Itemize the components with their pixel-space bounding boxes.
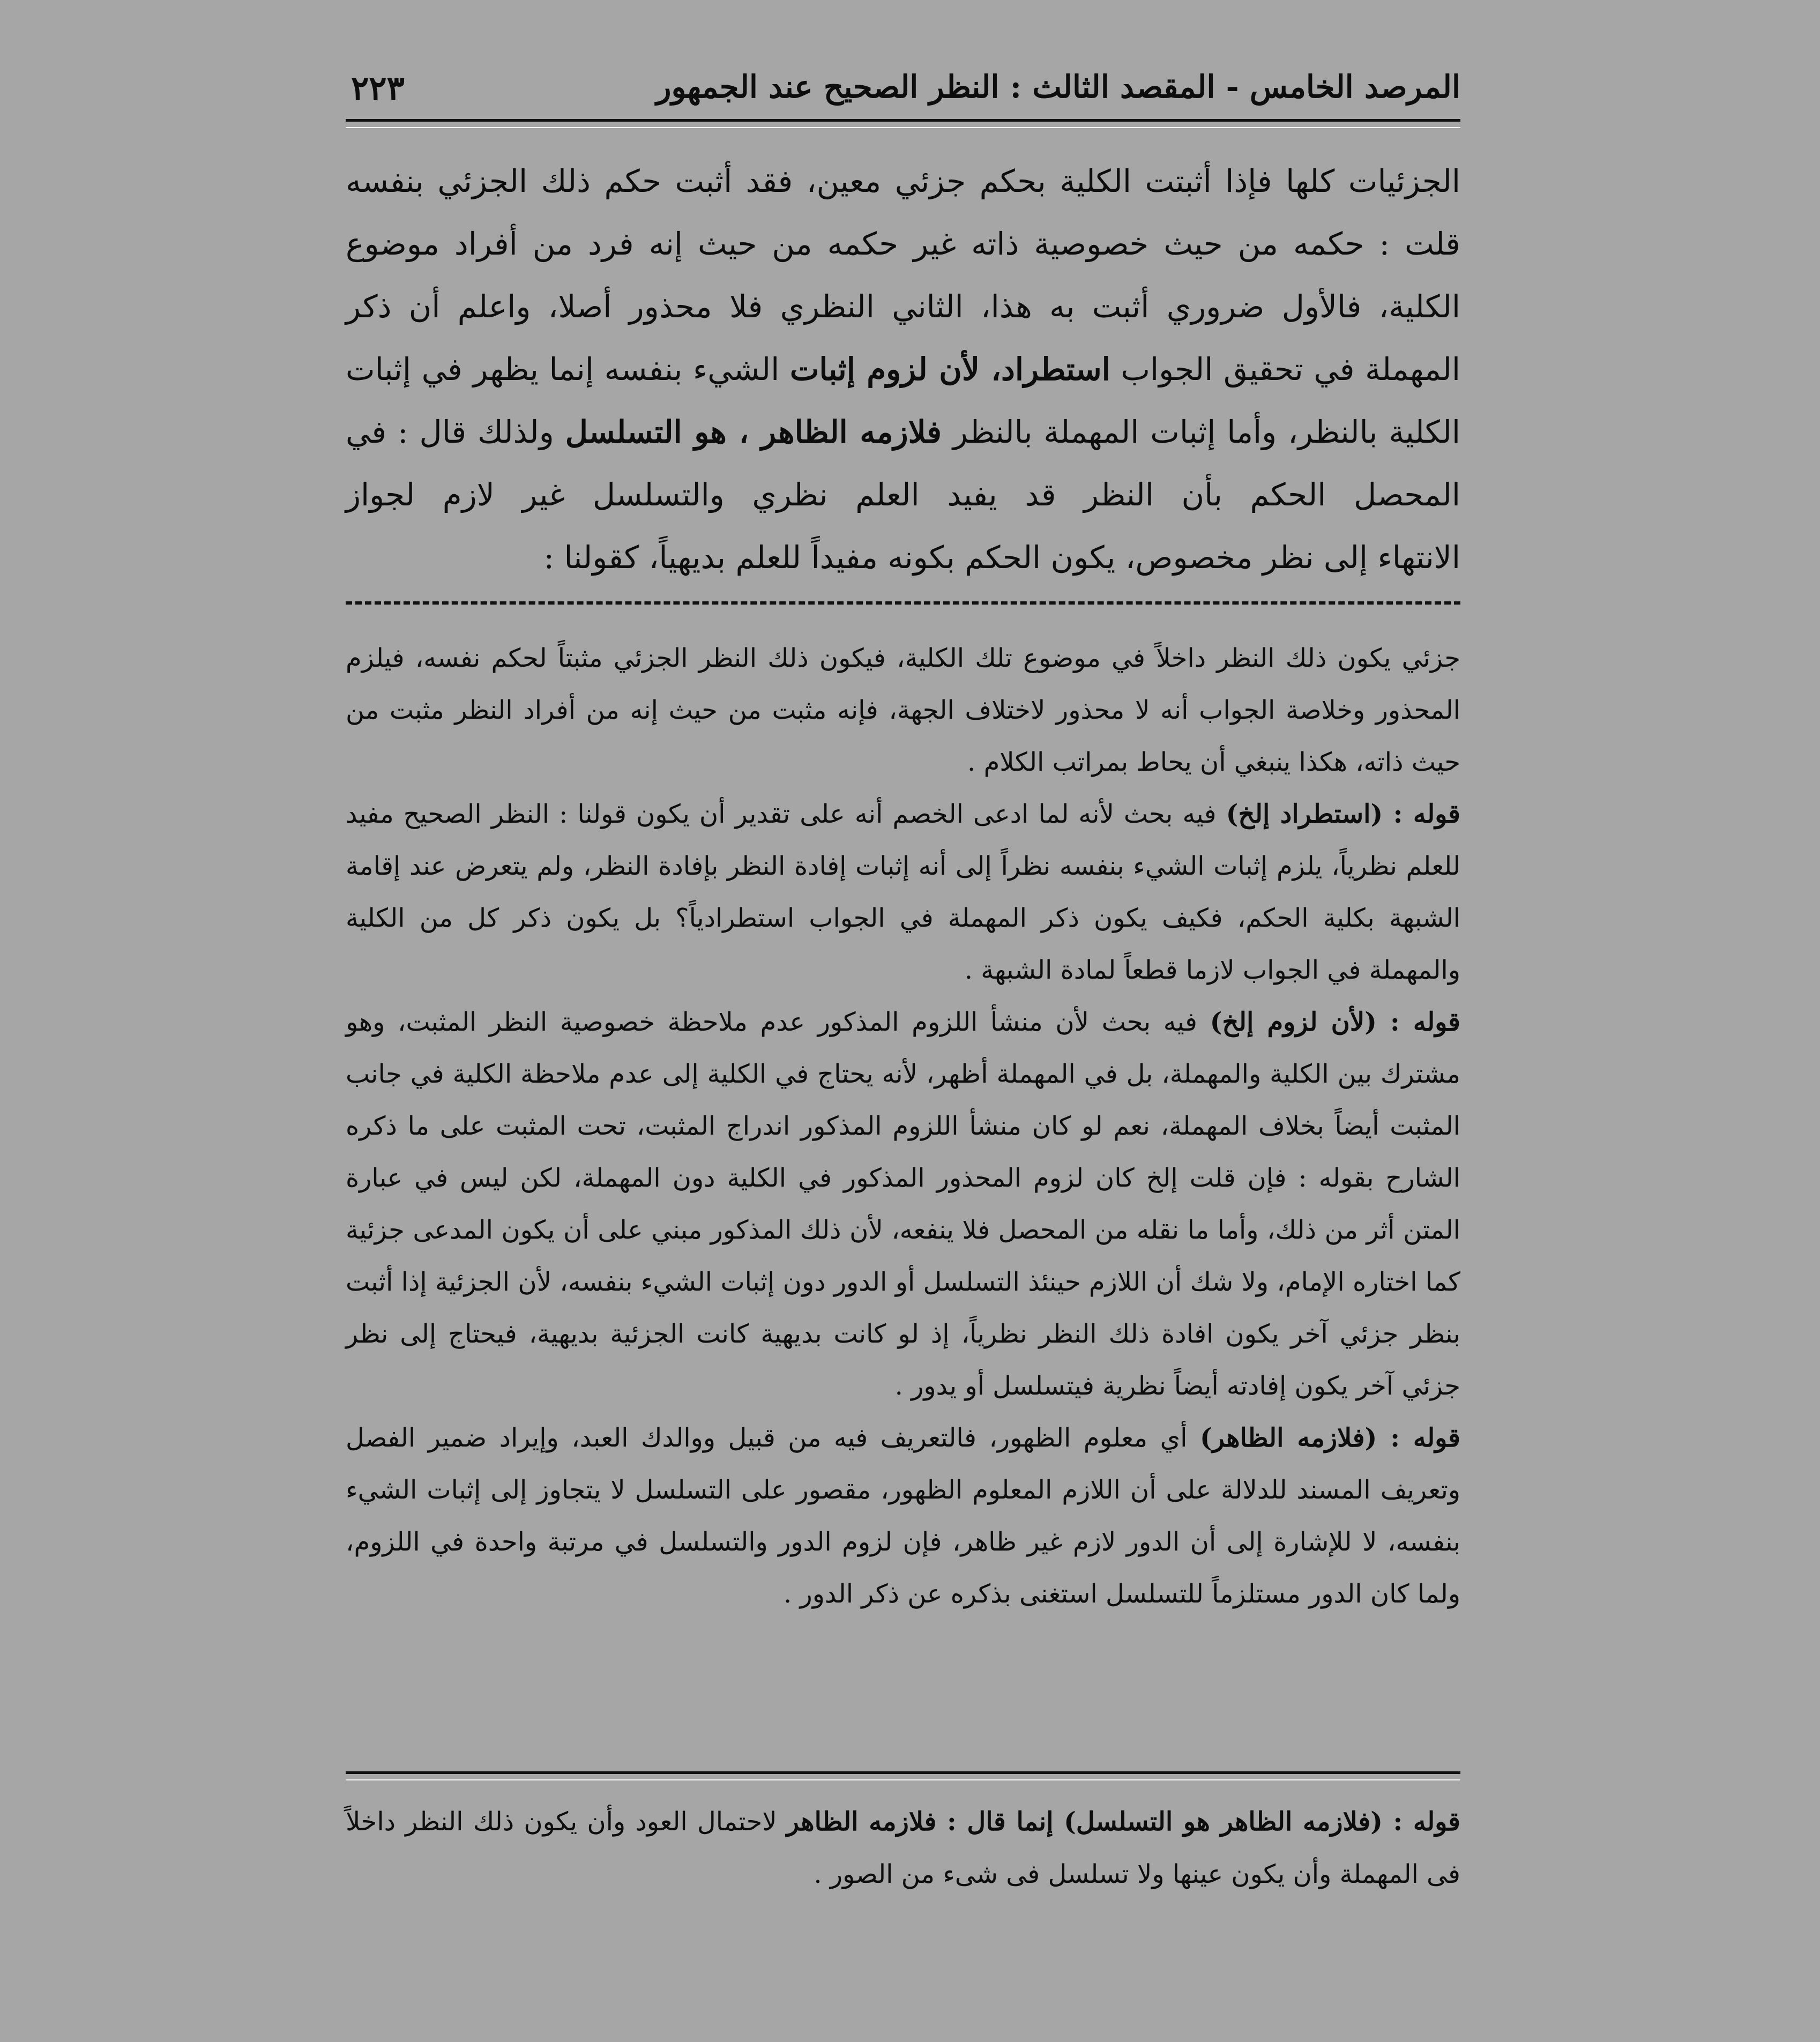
commentary-p4-body: أي معلوم الظهور، فالتعريف فيه من قبيل ووالدك العبد، وإيراد ضمير الفصل وتعريف المسند للدلالة على أن اللازم المعلوم الظهور، مقصور على التسلسل لا يتجاوز إلى إثبات الشيء بنفسه، لا للإشارة إلى أن الدور لازم غير ظاهر، فإن لزوم الدور والتسلسل في مرتبة واحدة في اللزوم، ولما كان الدور مستلزماً للتسلسل استغنى بذكره عن ذكر الدور . [346,1423,1461,1609]
main-text-bold1: استطراد، لأن لزوم إثبات [789,351,1110,387]
commentary [346,632,1460,1620]
page-number: ٢٢٣ [351,69,405,108]
commentary-paragraph-3 [346,996,1460,1412]
bottom-note-bold-tail: إنما قال : فلازمه الظاهر [786,1807,1064,1837]
bottom-note-body: لاحتمال العود وأن يكون ذلك النظر داخلاً فى المهملة وأن يكون عينها ولا تسلسل فى شىء من الصور . [346,1807,1460,1889]
commentary-p2-head: قوله : (استطراد إلخ) [1226,799,1460,829]
commentary-p3-head: قوله : (لأن لزوم إلخ) [1210,1007,1460,1037]
commentary-p2-body: فيه بحث لأنه لما ادعى الخصم أنه على تقدير أن يكون قولنا : النظر الصحيح مفيد للعلم نظرياً، يلزم إثبات الشيء بنفسه نظراً إلى أنه إثبات إفادة النظر بإفادة النظر، ولم يتعرض عند إقامة الشبهة بكلية الحكم، فكيف يكون ذكر المهملة في الجواب استطرادياً؟ بل يكون ذكر كل من الكلية والمهملة في الجواب لازما قطعاً لمادة الشبهة . [346,799,1460,985]
commentary-paragraph-2 [346,788,1460,996]
bottom-note-head: قوله : (فلازمه الظاهر هو التسلسل) [1064,1807,1460,1837]
main-text-part2: الشيء بنفسه إنما يظهر في إثبات الكلية بالنظر، وأما إثبات المهملة بالنظر [346,351,1460,450]
dashed-separator [346,601,1460,605]
header-title: المرصد الخامس - المقصد الثالث : النظر الصحيح عند الجمهور [656,69,1460,105]
main-text-part1: الجزئيات كلها فإذا أثبتت الكلية بحكم جزئي معين، فقد أثبت حكم ذلك الجزئي بنفسه قلت : حكمه من حيث خصوصية ذاته غير حكمه من حيث إنه فرد من أفراد موضوع الكلية، فالأول ضروري أثبت به هذا، الثاني النظري فلا محذور أصلا، واعلم أن ذكر المهملة في تحقيق الجواب [346,163,1461,387]
main-text [346,150,1460,589]
main-text-part3: ولذلك قال : في المحصل الحكم بأن النظر قد يفيد العلم نظري والتسلسل غير لازم لجواز [346,414,1460,513]
commentary-p3-body: فيه بحث لأن منشأ اللزوم المذكور عدم ملاحظة خصوصية النظر المثبت، وهو مشترك بين الكلية والمهملة، بل في المهملة أظهر، لأنه يحتاج في الكلية إلى عدم ملاحظة الكلية في جانب المثبت أيضاً بخلاف المهملة، نعم لو كان منشأ اللزوم المذكور اندراج المثبت، تحت المثبت على ما ذكره الشارح بقوله : فإن قلت إلخ كان لزوم المحذور المذكور في الكلية دون المهملة، لكن ليس في عبارة المتن أثر من ذلك، وأما ما نقله من المحصل فلا ينفعه، لأن ذلك المذكور مبني على أن يكون المدعى جزئية كما اختاره الإمام، ولا شك أن اللازم حينئذ التسلسل أو الدور دون إثبات الشيء بنفسه، لأن الجزئية إذا أثبت بنظر جزئي آخر يكون افادة ذلك النظر نظرياً، إذ لو كانت بديهية كانت الجزئية بديهية، فيحتاج إلى نظر جزئي آخر يكون إفادته أيضاً نظرية فيتسلسل أو يدور . [346,1007,1460,1401]
main-text-last-line: الانتهاء إلى نظر مخصوص، يكون الحكم بكونه مفيداً للعلم بديهياً، كقولنا : [543,539,1460,576]
commentary-paragraph-1 [346,632,1460,788]
book-page [346,0,1460,2042]
header-rule [346,119,1460,128]
commentary-p4-head: قوله : (فلازمه الظاهر) [1200,1423,1460,1453]
bottom-footnote-paragraph [346,1795,1460,1901]
main-text-bold2: فلازمه الظاهر ، هو التسلسل [565,414,942,450]
commentary-p1-text: جزئي يكون ذلك النظر داخلاً في موضوع تلك الكلية، فيكون ذلك النظر الجزئي مثبتاً لحكم نفسه، فيلزم المحذور وخلاصة الجواب أنه لا محذور لاختلاف الجهة، فإنه مثبت من حيث إنه من أفراد النظر مثبت من حيث ذاته، هكذا ينبغي أن يحاط بمراتب الكلام . [346,643,1460,777]
commentary-paragraph-4 [346,1412,1460,1620]
running-header [346,63,1460,117]
footnote-rule [346,1771,1460,1780]
bottom-footnote [346,1795,1460,1901]
